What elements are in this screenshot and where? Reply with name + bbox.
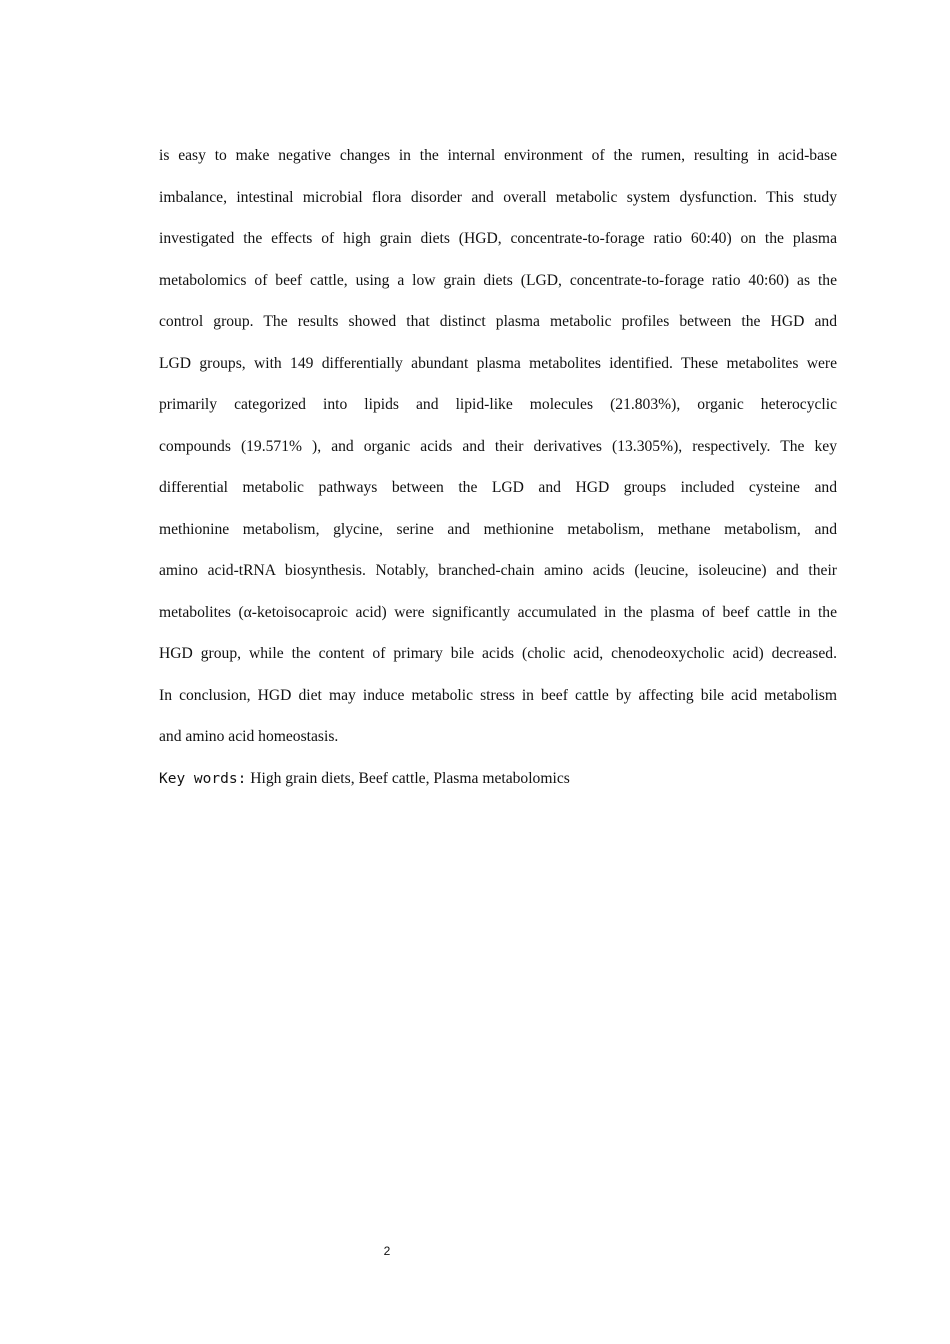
keywords-text: High grain diets, Beef cattle, Plasma metabolomics bbox=[250, 770, 570, 787]
abstract-line: imbalance, intestinal microbial flora disorder and overall metabolic system dysfunction. This study bbox=[159, 188, 837, 206]
abstract-line: differential metabolic pathways between the LGD and HGD groups included cysteine and bbox=[159, 479, 837, 496]
abstract-line: metabolites (α-ketoisocaproic acid) were significantly accumulated in the plasma of beef cattle in the bbox=[159, 603, 837, 621]
abstract-line: compounds (19.571% ), and organic acids and their derivatives (13.305%), respectively. The key bbox=[159, 437, 837, 455]
abstract-line: investigated the effects of high grain diets (HGD, concentrate-to-forage ratio 60:40) on the plasma bbox=[159, 230, 837, 247]
abstract-line: and amino acid homeostasis. bbox=[159, 728, 339, 745]
abstract-line: primarily categorized into lipids and lipid-like molecules (21.803%), organic heterocyclic bbox=[159, 396, 837, 413]
abstract-line: methionine metabolism, glycine, serine and methionine metabolism, methane metabolism, and bbox=[159, 520, 837, 538]
keywords bbox=[159, 758, 837, 801]
abstract-line: is easy to make negative changes in the internal environment of the rumen, resulting in acid-base bbox=[159, 147, 837, 164]
abstract-line: metabolomics of beef cattle, using a low grain diets (LGD, concentrate-to-forage ratio 40:60) as the bbox=[159, 271, 837, 289]
page-number: 2 bbox=[383, 1244, 391, 1258]
keywords-label: Key words: bbox=[159, 771, 247, 787]
abstract-line: In conclusion, HGD diet may induce metabolic stress in beef cattle by affecting bile acid metabolism bbox=[159, 686, 837, 704]
abstract-body bbox=[159, 135, 837, 758]
abstract-line: amino acid-tRNA biosynthesis. Notably, branched-chain amino acids (leucine, isoleucine) and their bbox=[159, 562, 837, 579]
abstract-line: LGD groups, with 149 differentially abundant plasma metabolites identified. These metabolites were bbox=[159, 354, 837, 372]
abstract-line: HGD group, while the content of primary bile acids (cholic acid, chenodeoxycholic acid) decreased. bbox=[159, 645, 837, 662]
abstract-line: control group. The results showed that distinct plasma metabolic profiles between the HGD and bbox=[159, 313, 837, 330]
